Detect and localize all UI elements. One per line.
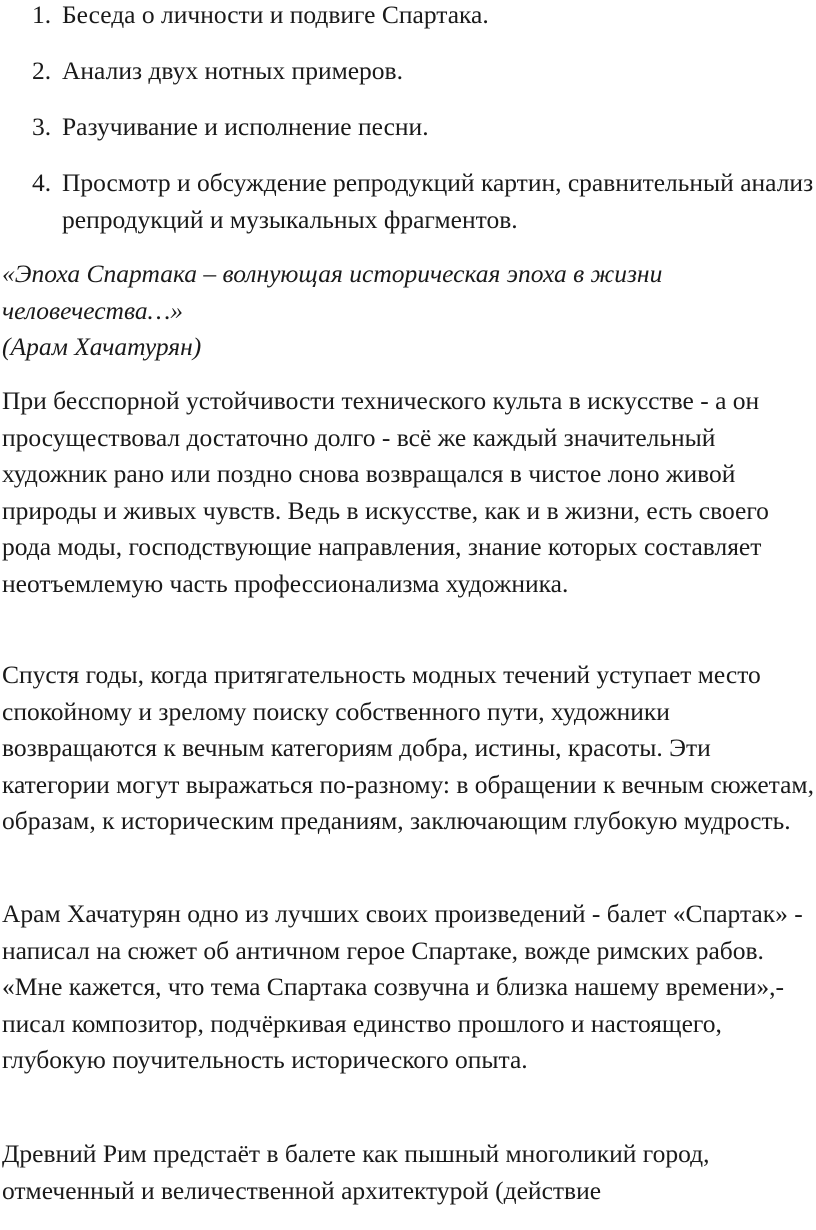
list-item-text: Разучивание и исполнение песни.: [62, 112, 429, 141]
paragraph: Арам Хачатурян одно из лучших своих произведений - балет «Спартак» - написал на сюжет об античном герое Спартаке, вожде римских рабов. «Мне кажется, что тема Спартака созвучна и близка нашему времени»,- писал композитор, подчёркивая единство прошлого и настоящего, глубокую поучительность исторического опыта.: [2, 899, 803, 1074]
list-item-text: Просмотр и обсуждение репродукций картин, сравнительный анализ репродукций и музыкальных фрагментов.: [62, 168, 814, 234]
list-item: [0, 165, 814, 238]
list-number: 4.: [32, 168, 52, 197]
paragraph: При бесспорной устойчивости технического культа в искусстве - а он просуществовал достаточно долго - всё же каждый значительный художник рано или поздно снова возвращался в чистое лоно живой природы и живых чувств. Ведь в искусстве, как и в жизни, есть своего рода моды, господствующие направления, знание которых составляет неотъемлемую часть профессионализма художника.: [2, 386, 769, 598]
list-item-text: Беседа о личности и подвиге Спартака.: [62, 0, 489, 29]
epigraph-quote: «Эпоха Спартака – волнующая историческая эпоха в жизни человечества…»: [2, 259, 663, 325]
epigraph: [0, 256, 740, 366]
list-item-text: Анализ двух нотных примеров.: [62, 56, 403, 85]
list-item: [0, 0, 816, 34]
list-number: 3.: [32, 112, 52, 141]
paragraph: Древний Рим предстаёт в балете как пышный многоликий город, отмеченный и величественной архитектурой (действие: [2, 1139, 710, 1205]
list-item: [0, 109, 816, 146]
list-item: [0, 53, 816, 90]
epigraph-author: (Арам Хачатурян): [2, 332, 202, 361]
list-number: 1.: [32, 0, 52, 29]
list-number: 2.: [32, 56, 52, 85]
paragraph: Спустя годы, когда притягательность модных течений уступает место спокойному и зрелому поиску собственного пути, художники возвращаются к вечным категориям добра, истины, красоты. Эти категории могут выражаться по-разному: в обращении к вечным сюжетам, образам, к историческим преданиям, заключающим глубокую мудрость.: [2, 660, 814, 835]
